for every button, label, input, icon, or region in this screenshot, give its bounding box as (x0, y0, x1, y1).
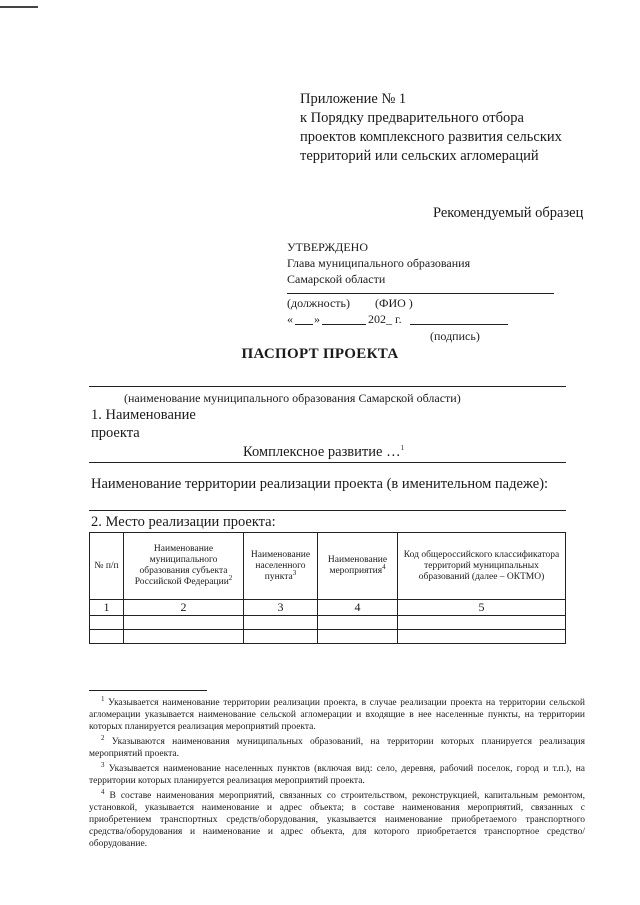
table-cell: 3 (244, 600, 318, 616)
date-year: 202_ г. (368, 312, 402, 326)
footnote-ref: 1 (400, 444, 405, 453)
table-row (90, 630, 566, 644)
table-header-cell: Код общероссийского классификатора территорий муниципальных образований (далее – ОКТМО) (398, 533, 566, 600)
approval-title: УТВЕРЖДЕНО (287, 240, 369, 254)
project-name-value (243, 444, 404, 461)
appendix-line: Приложение № 1 (300, 91, 407, 107)
date-close-quote: » (314, 312, 320, 326)
table-header-cell: Наименование мероприятия$^4$ (318, 533, 398, 600)
footnote: $^3$ Указывается наименование населенных пунктов (включая вид: село, деревня, рабочий поселок, город и т.п.), на территории которых планируется реализация мероприятий проекта. (89, 760, 585, 786)
table-cell: 5 (398, 600, 566, 616)
table-number-row (90, 600, 566, 616)
scan-mark (0, 6, 38, 8)
fio-label: (ФИО ) (375, 296, 413, 310)
date-day-line (295, 324, 313, 325)
project-name-line (89, 462, 566, 463)
footnote: $^1$ Указывается наименование территории реализации проекта, в случае реализации проекта на территории сельской агломерации указывается наименование сельской агломерации и входящие в нее населенные пункты, на территории которых планируется реализация мероприятий проекта. (89, 694, 586, 732)
section1-label-cont: проекта (91, 425, 140, 441)
date-open-quote: « (287, 312, 293, 326)
appendix-line: территорий или сельских агломераций (300, 148, 539, 164)
table-header-cell: Наименование муниципального образования субъекта Российской Федерации$^2$ (124, 533, 244, 600)
municipality-line (89, 386, 566, 387)
approval-block (287, 239, 470, 287)
footnote-separator (89, 690, 207, 691)
table-cell: 2 (124, 600, 244, 616)
table-header-row (90, 533, 566, 600)
footnote: $^2$ Указываются наименования муниципальных образований, на территории которых планируется реализация мероприятий проекта. (89, 733, 585, 759)
document-title: ПАСПОРТ ПРОЕКТА (241, 346, 399, 362)
table-header-cell: № п/п (90, 533, 124, 600)
table-cell: 4 (318, 600, 398, 616)
place-table (89, 532, 566, 644)
section2-label: 2. Место реализации проекта: (91, 514, 276, 530)
date-month-line (322, 324, 366, 325)
project-name-text: Комплексное развитие … (243, 444, 401, 460)
approval-signature-line (287, 293, 554, 294)
territory-line (89, 510, 566, 511)
appendix-header (300, 90, 562, 166)
municipality-caption: (наименование муниципального образования Самарской области) (124, 391, 461, 405)
appendix-line: к Порядку предварительного отбора (300, 110, 524, 126)
recommended-sample-label: Рекомендуемый образец (433, 205, 584, 221)
approval-line: Глава муниципального образования (287, 256, 471, 270)
table-row (90, 616, 566, 630)
appendix-line: проектов комплексного развития сельских (300, 129, 562, 145)
approval-line: Самарской области (287, 272, 386, 286)
section1-label: 1. Наименование (91, 407, 196, 423)
signature-label: (подпись) (430, 329, 480, 343)
table-cell: 1 (90, 600, 124, 616)
signature-line (410, 324, 508, 325)
table-header-cell: Наименование населенного пункта$^3$ (244, 533, 318, 600)
position-label: (должность) (287, 296, 350, 310)
footnotes (89, 694, 586, 853)
footnote: $^4$ В составе наименования мероприятий, связанных со строительством, реконструкцией, капитальным ремонтом, установкой, указывается наименование и адрес объекта; в составе наименования мероприятий, связанных с приобретением транспортных средств/оборудования, указывается наименование приобретаемого транспортного средства/оборудования и наименование и адрес объекта, для которого приобретается транспортное средство/оборудование. (89, 787, 585, 849)
territory-label: Наименование территории реализации проекта (в именительном падеже): (91, 476, 549, 492)
